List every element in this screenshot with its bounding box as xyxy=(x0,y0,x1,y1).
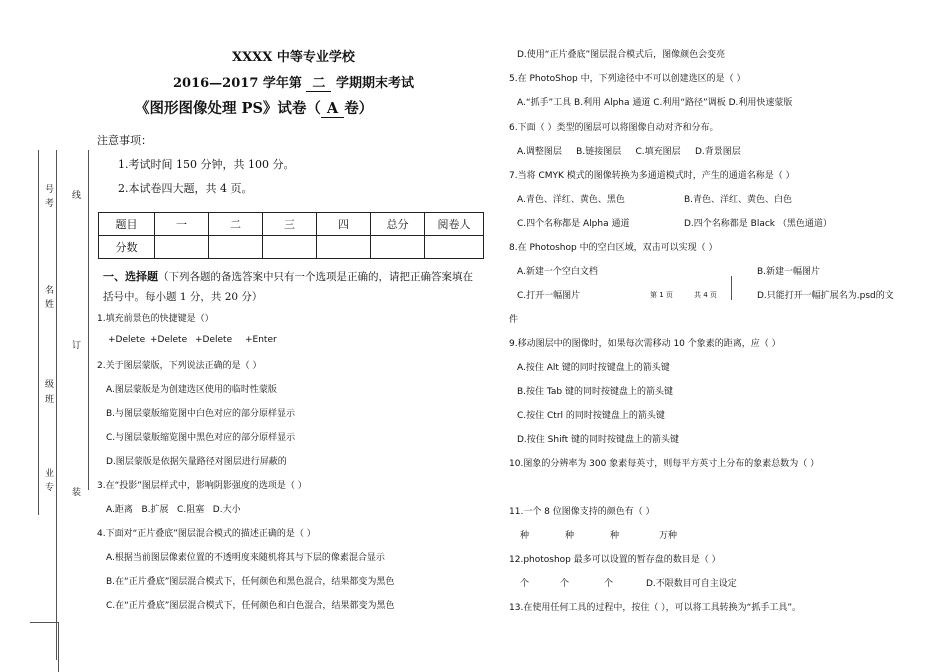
score-input-cell[interactable] xyxy=(371,236,425,259)
notice-title: 注意事项： xyxy=(97,134,152,147)
notice-item: 1.考试时间 150 分钟，共 100 分。 xyxy=(118,158,295,171)
q8-option: A.新建一个空白文档 xyxy=(517,267,598,277)
page-number: 第 1 页 xyxy=(650,291,673,299)
q8-option: D.只能打开一幅扩展名为.psd的文 xyxy=(757,291,894,301)
exam-title: 《图形图像处理 PS》试卷（ A 卷） xyxy=(135,100,374,117)
binding-mark: 订 xyxy=(72,341,82,351)
notice-item: 2.本试卷四大题，共 4 页。 xyxy=(118,182,253,195)
score-input-cell[interactable] xyxy=(263,236,317,259)
q2-option: B.与图层蒙版缩览图中白色对应的部分原样显示 xyxy=(106,409,296,419)
binding-label: 名 xyxy=(45,286,55,296)
table-cell: 四 xyxy=(317,213,371,236)
section-heading xyxy=(103,268,473,284)
q11-option: 种 xyxy=(520,531,530,541)
binding-label: 级 xyxy=(45,380,55,390)
score-input-cell[interactable] xyxy=(317,236,371,259)
question-7: 7.当将 CMYK 模式的图像转换为多通道模式时，产生的通道名称是（ ） xyxy=(509,171,795,181)
page-divider xyxy=(731,276,732,300)
q4-option: C.在“正片叠底”图层混合模式下，任何颜色和白色混合，结果都变为黑色 xyxy=(106,601,395,611)
q8-option: C.打开一幅图片 xyxy=(517,291,581,301)
q12-option: D.不限数目可自主设定 xyxy=(646,579,737,589)
question-8: 8.在 Photoshop 中的空白区域，双击可以实现（ ） xyxy=(509,243,718,253)
binding-line-right xyxy=(56,150,57,660)
binding-mark: 装 xyxy=(72,488,82,498)
section-desc-line2: 括号中。每小题 1 分，共 20 分） xyxy=(103,291,263,303)
q3-options: A.距离 B.扩展 C.阻塞 D.大小 xyxy=(106,505,241,515)
q2-option: C.与图层蒙版缩览图中黑色对应的部分原样显示 xyxy=(106,433,296,443)
binding-label: 业 xyxy=(45,469,55,479)
table-cell: 总分 xyxy=(371,213,425,236)
q9-option: B.按住 Tab 键的同时按键盘上的箭头键 xyxy=(517,387,673,397)
term-line: 2016—2017 学年第 二 学期期末考试 xyxy=(173,72,414,92)
q9-option: A.按住 Alt 键的同时按键盘上的箭头键 xyxy=(517,363,670,373)
section-title: 一、选择题 xyxy=(103,270,158,283)
question-4: 4.下面对“正片叠底”图层混合模式的描述正确的是（ ） xyxy=(97,529,316,539)
score-table-header-row xyxy=(99,213,484,236)
question-3: 3.在“投影”图层样式中，影响阴影强度的选项是（ ） xyxy=(97,481,307,491)
table-cell: 阅卷人 xyxy=(425,213,484,236)
q11-option: 种 xyxy=(610,531,620,541)
q1-option: +Delete xyxy=(150,335,188,345)
q11-option: 种 xyxy=(565,531,575,541)
q7-option: D.四个名称都是 Black （黑色通道） xyxy=(684,219,832,229)
corner-box xyxy=(30,622,59,672)
school-name: XXXX 中等专业学校 xyxy=(232,50,355,65)
score-input-cell[interactable] xyxy=(155,236,209,259)
q7-option: B.青色、洋红、黄色、白色 xyxy=(684,195,793,205)
q1-option: +Enter xyxy=(245,335,277,345)
question-13: 13.在使用任何工具的过程中，按住（ ），可以将工具转换为“抓手工具”。 xyxy=(509,603,802,613)
q12-option: 个 xyxy=(560,579,570,589)
binding-line-left xyxy=(38,150,39,515)
q8-option-cont: 件 xyxy=(509,315,519,325)
q7-option: A.青色、洋红、黄色、黑色 xyxy=(517,195,625,205)
score-input-cell[interactable] xyxy=(209,236,263,259)
term-blank: 二 xyxy=(306,72,331,92)
table-cell: 二 xyxy=(209,213,263,236)
score-table xyxy=(98,212,484,259)
table-cell: 三 xyxy=(263,213,317,236)
question-2: 2.关于图层蒙版，下列说法正确的是（ ） xyxy=(97,361,262,371)
table-cell: 分数 xyxy=(99,236,155,259)
score-input-cell[interactable] xyxy=(425,236,484,259)
binding-label: 专 xyxy=(45,483,55,493)
question-6: 6.下面（ ）类型的图层可以将图像自动对齐和分布。 xyxy=(509,123,719,133)
binding-label: 号 xyxy=(45,185,55,195)
question-1: 1.填充前景色的快捷键是（） xyxy=(97,314,214,324)
section-desc: （下列各题的备选答案中只有一个选项是正确的，请把正确答案填在 xyxy=(158,271,473,283)
q4-option: A.根据当前图层像素位置的不透明度来随机将其与下层的像素混合显示 xyxy=(106,553,385,563)
question-5: 5.在 PhotoShop 中，下列途径中不可以创建选区的是（ ） xyxy=(509,74,746,84)
q9-option: D.按住 Shift 键的同时按键盘上的箭头键 xyxy=(517,435,679,445)
binding-line-outer xyxy=(88,150,89,490)
q5-options: A.“抓手”工具 B.利用 Alpha 通道 C.利用“路径”调板 D.利用快速蒙版 xyxy=(517,98,793,108)
table-cell: 一 xyxy=(155,213,209,236)
q12-option: 个 xyxy=(604,579,614,589)
q2-option: D.图层蒙版是依据矢量路径对图层进行屏蔽的 xyxy=(106,457,287,467)
q4-option: D.使用“正片叠底”图层混合模式后，图像颜色会变亮 xyxy=(517,50,726,60)
q12-option: 个 xyxy=(520,579,530,589)
question-10: 10.图象的分辨率为 300 象素每英寸，则每平方英寸上分布的象素总数为（ ） xyxy=(509,459,820,469)
q1-option: +Delete xyxy=(195,335,233,345)
binding-label: 姓 xyxy=(45,300,55,310)
q2-option: A.图层蒙版是为创建选区使用的临时性蒙版 xyxy=(106,385,277,395)
q9-option: C.按住 Ctrl 的同时按键盘上的箭头键 xyxy=(517,411,665,421)
table-cell: 题目 xyxy=(99,213,155,236)
q11-option: 万种 xyxy=(659,531,678,541)
question-9: 9.移动图层中的图像时，如果每次需移动 10 个象素的距离，应（ ） xyxy=(509,339,781,349)
binding-mark: 线 xyxy=(72,191,82,201)
q8-option: B.新建一幅图片 xyxy=(757,267,821,277)
exam-version-blank: A xyxy=(321,100,344,118)
question-12: 12.photoshop 最多可以设置的暂存盘的数目是（ ） xyxy=(509,555,721,565)
q7-option: C.四个名称都是 Alpha 通道 xyxy=(517,219,630,229)
binding-label: 班 xyxy=(45,395,55,405)
page-total: 共 4 页 xyxy=(694,291,717,299)
q6-options: A.调整图层 B.链接图层 C.填充图层 D.背景图层 xyxy=(517,147,741,157)
q4-option: B.在“正片叠底”图层混合模式下，任何颜色和黑色混合，结果都变为黑色 xyxy=(106,577,395,587)
binding-label: 考 xyxy=(45,199,55,209)
score-table-score-row xyxy=(99,236,484,259)
q1-option: +Delete xyxy=(108,335,146,345)
question-11: 11.一个 8 位图像支持的颜色有（ ） xyxy=(509,507,655,517)
